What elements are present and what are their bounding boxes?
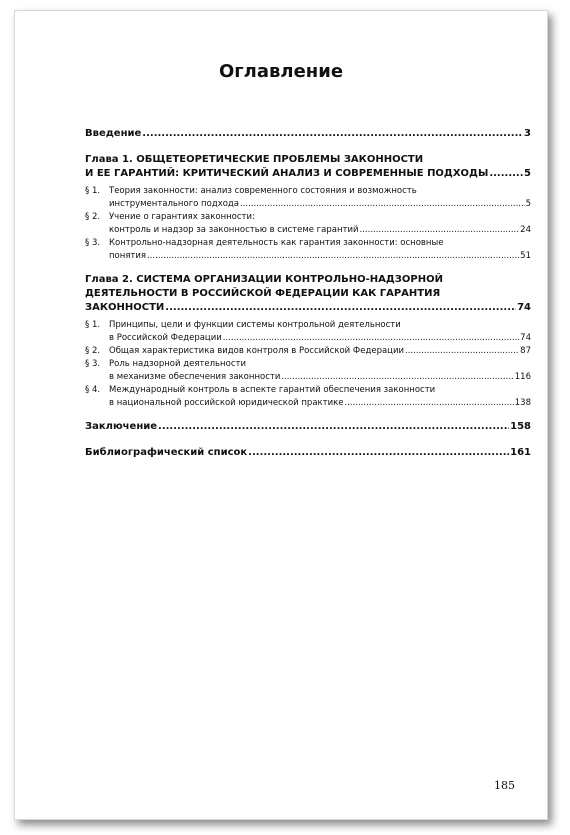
chapter-title-line: Глава 1. ОБЩЕТЕОРЕТИЧЕСКИЕ ПРОБЛЕМЫ ЗАКОННОСТИ <box>85 154 424 165</box>
section-title-line: Контрольно-надзорная деятельность как гарантия законности: основные <box>109 238 444 248</box>
dot-leader <box>281 371 513 384</box>
entry-page: 161 <box>510 447 531 458</box>
section-title-line: Роль надзорной деятельности <box>109 359 246 369</box>
table-of-contents <box>85 127 531 460</box>
section-title-line: контроль и надзор за законностью в системе гарантий <box>109 225 359 235</box>
entry-page: 5 <box>525 199 531 209</box>
entry-label: Заключение <box>85 421 158 432</box>
section-number: § 1. <box>85 320 101 330</box>
section-title-line: Учение о гарантиях законности: <box>109 212 255 222</box>
dot-leader <box>489 167 523 181</box>
section-number: § 2. <box>85 212 101 222</box>
entry-page: 3 <box>524 128 531 139</box>
toc-section-2-1 <box>85 319 531 345</box>
dot-leader <box>248 446 509 460</box>
entry-label: Библиографический список <box>85 447 248 458</box>
entry-page: 74 <box>520 333 531 343</box>
toc-entry-introduction <box>85 127 531 141</box>
section-number: § 2. <box>85 346 101 356</box>
toc-entry-chapter-1 <box>85 153 531 181</box>
dot-leader <box>223 332 519 345</box>
dot-leader <box>345 397 514 410</box>
section-title-line: в механизме обеспечения законности <box>109 372 281 382</box>
section-title-line: в национальной российской юридической практике <box>109 398 344 408</box>
section-number: § 1. <box>85 186 101 196</box>
section-title-line: Теория законности: анализ современного состояния и возможность <box>109 186 417 196</box>
section-title-line: Международный контроль в аспекте гарантий обеспечения законности <box>109 385 436 395</box>
section-title-line: понятия <box>109 251 147 261</box>
toc-entry-conclusion <box>85 420 531 434</box>
entry-page: 74 <box>517 302 531 313</box>
dot-leader <box>360 224 520 237</box>
toc-section-1-3 <box>85 237 531 263</box>
entry-page: 138 <box>514 398 531 408</box>
toc-entry-chapter-2 <box>85 273 531 315</box>
entry-page: 87 <box>520 346 531 356</box>
dot-leader <box>142 127 523 141</box>
section-number: § 3. <box>85 359 101 369</box>
dot-leader <box>405 345 519 358</box>
toc-section-2-4 <box>85 384 531 410</box>
entry-page: 51 <box>520 251 531 261</box>
section-number: § 4. <box>85 385 101 395</box>
entry-page: 24 <box>520 225 531 235</box>
chapter-title-line: ЗАКОННОСТИ <box>85 302 165 313</box>
dot-leader <box>165 301 516 315</box>
entry-page: 5 <box>524 168 531 179</box>
entry-page: 158 <box>510 421 531 432</box>
toc-entry-bibliography <box>85 446 531 460</box>
toc-section-2-2 <box>85 345 531 358</box>
dot-leader <box>158 420 509 434</box>
page-number: 185 <box>494 779 515 792</box>
page-title: Оглавление <box>218 61 344 82</box>
toc-section-1-1 <box>85 185 531 211</box>
entry-page: 116 <box>514 372 531 382</box>
chapter-title-line: ДЕЯТЕЛЬНОСТИ В РОССИЙСКОЙ ФЕДЕРАЦИИ КАК ГАРАНТИЯ <box>85 288 441 299</box>
chapter-title-line: И ЕЕ ГАРАНТИЙ: КРИТИЧЕСКИЙ АНАЛИЗ И СОВРЕМЕННЫЕ ПОДХОДЫ <box>85 168 489 179</box>
dot-leader <box>147 250 519 263</box>
toc-section-2-3 <box>85 358 531 384</box>
book-page <box>14 10 548 820</box>
section-title-line: Общая характеристика видов контроля в Российской Федерации <box>109 346 405 356</box>
section-title-line: Принципы, цели и функции системы контрольной деятельности <box>109 320 401 330</box>
toc-section-1-2 <box>85 211 531 237</box>
section-title-line: инструментального подхода <box>109 199 240 209</box>
entry-label: Введение <box>85 128 142 139</box>
section-number: § 3. <box>85 238 101 248</box>
section-title-line: в Российской Федерации <box>109 333 222 343</box>
chapter-title-line: Глава 2. СИСТЕМА ОРГАНИЗАЦИИ КОНТРОЛЬНО-НАДЗОРНОЙ <box>85 274 443 285</box>
dot-leader <box>240 198 525 211</box>
